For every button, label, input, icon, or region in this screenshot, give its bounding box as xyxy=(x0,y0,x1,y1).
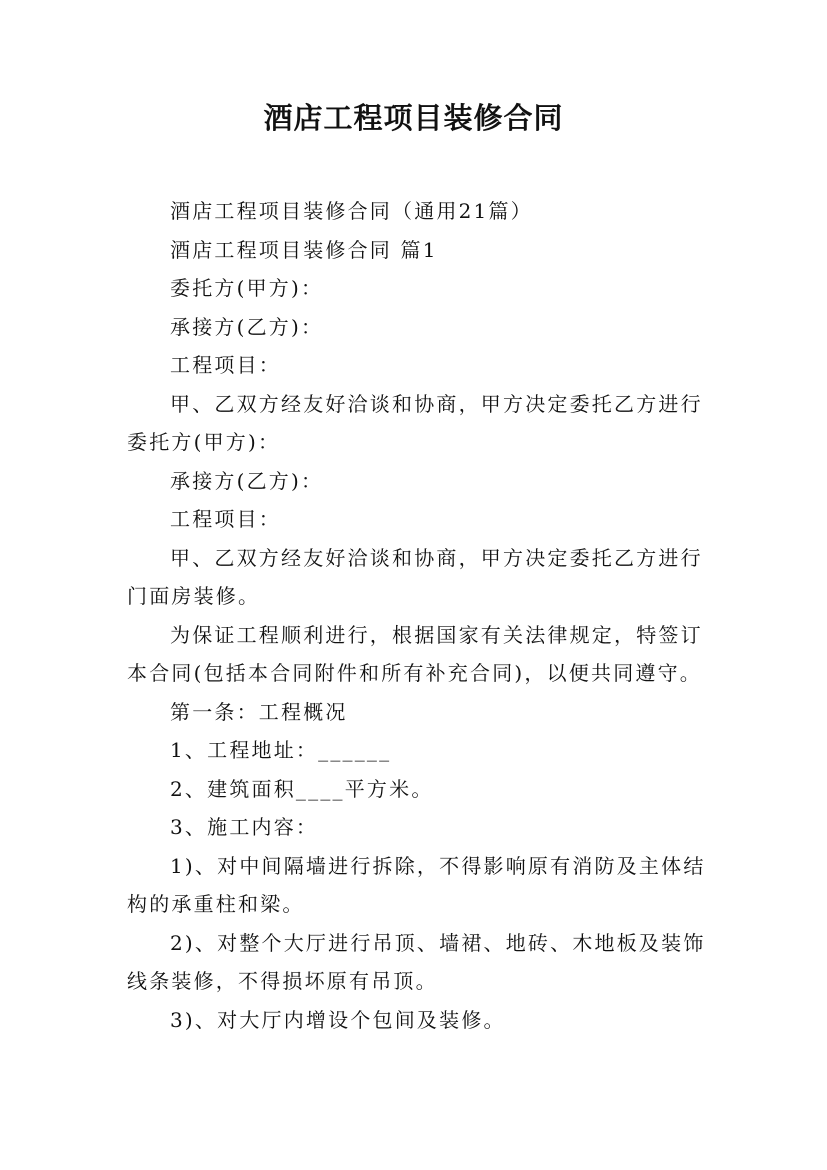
paragraph-line: 2、建筑面积____平方米。 xyxy=(170,776,434,801)
paragraph-line: 线条装修，不得损坏原有吊顶。 xyxy=(127,969,438,993)
paragraph-line: 酒店工程项目装修合同 篇1 xyxy=(170,237,438,262)
paragraph-line: 门面房装修。 xyxy=(127,584,261,608)
paragraph-line: 承接方(乙方)： xyxy=(170,468,324,493)
paragraph-line: 工程项目： xyxy=(170,507,281,531)
paragraph-line: 甲、乙双方经友好洽谈和协商，甲方决定委托乙方进行 xyxy=(170,391,703,416)
paragraph-line: 委托方(甲方)： xyxy=(127,430,281,454)
paragraph-line: 工程项目： xyxy=(170,353,281,377)
paragraph-line: 甲、乙双方经友好洽谈和协商，甲方决定委托乙方进行 xyxy=(170,545,703,570)
paragraph-line: 1)、对中间隔墙进行拆除，不得影响原有消防及主体结 xyxy=(170,853,706,878)
paragraph-line: 酒店工程项目装修合同（通用21篇） xyxy=(170,199,533,223)
paragraph-line: 3、施工内容： xyxy=(170,815,319,839)
paragraph-line: 承接方(乙方)： xyxy=(170,314,324,339)
paragraph-line: 第一条：工程概况 xyxy=(170,699,348,724)
document-body xyxy=(127,192,713,1039)
paragraph-line: 为保证工程顺利进行，根据国家有关法律规定，特签订 xyxy=(170,622,703,647)
paragraph-line: 1、工程地址：______ xyxy=(170,738,392,762)
document-title: 酒店工程项目装修合同 xyxy=(263,101,564,135)
paragraph-line: 本合同(包括本合同附件和所有补充合同)，以便共同遵守。 xyxy=(127,661,703,685)
paragraph-line: 2)、对整个大厅进行吊顶、墙裙、地砖、木地板及装饰 xyxy=(170,930,706,955)
paragraph-line: 3)、对大厅内增设个包间及装修。 xyxy=(170,1007,506,1032)
paragraph-line: 构的承重柱和梁。 xyxy=(127,892,305,916)
paragraph-line: 委托方(甲方)： xyxy=(170,276,324,300)
